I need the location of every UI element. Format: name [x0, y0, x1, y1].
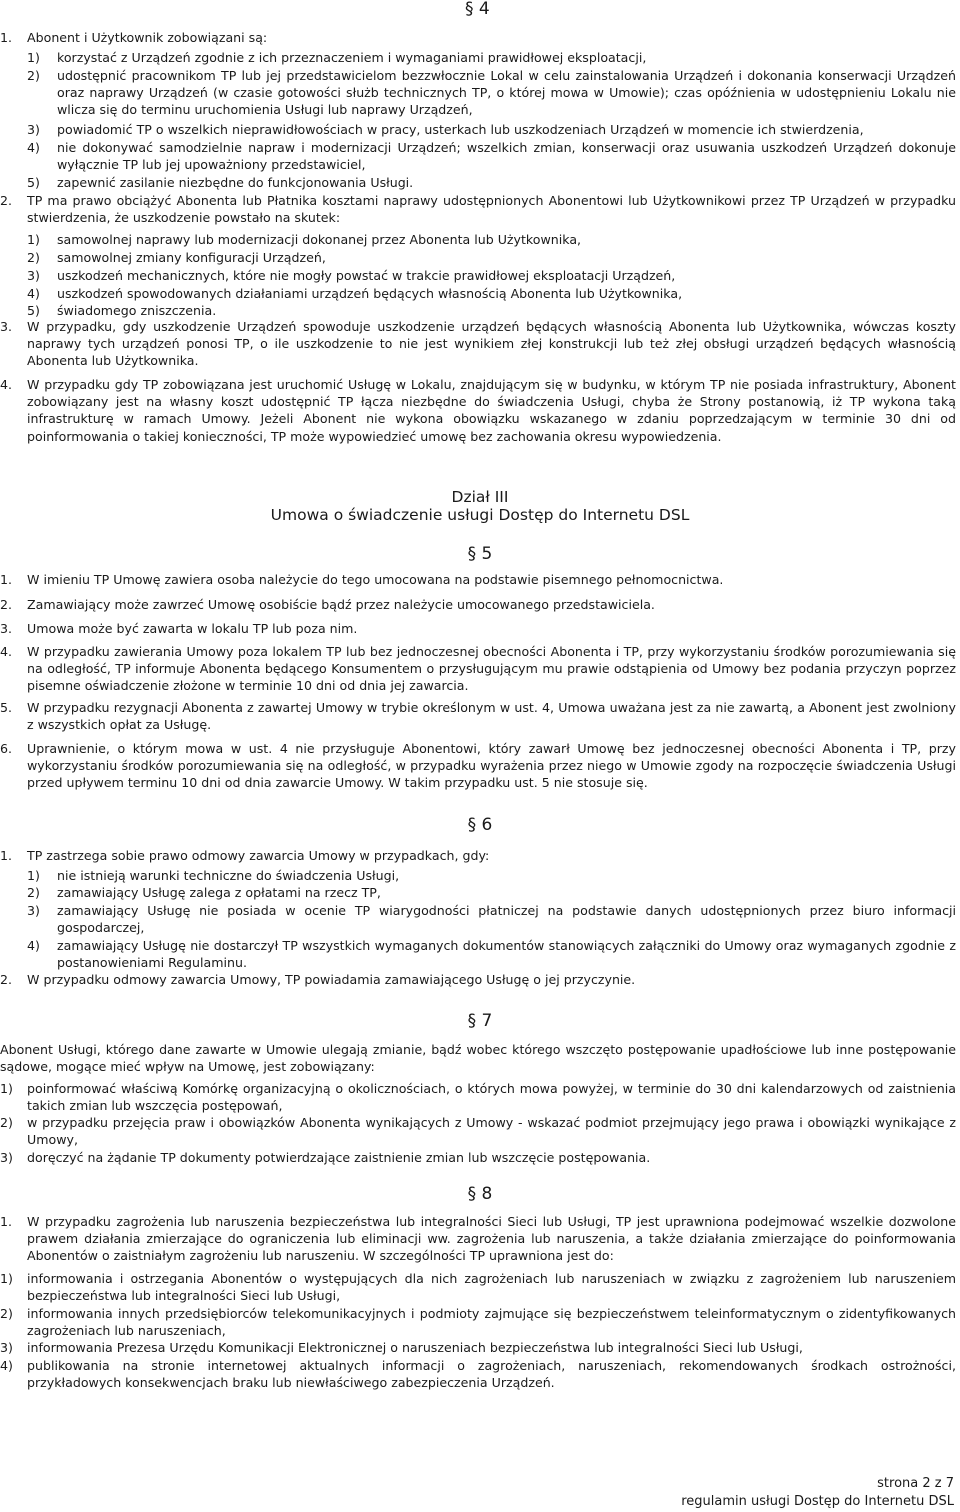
point-text: W przypadku gdy TP zobowiązana jest uruchomić Usługę w Lokalu, znajdującym się w budynku, w którym TP nie posiada infrastruktury, Abonent zobowiązany jest na własny koszt udostępnić TP łącza niezbędne do świadczenia Usługi, chyba że Strony postanowią, iż TP wykona taką infrastrukturę w ramach Umowy. Jeżeli Abonent nie wykona obowiązku wskazanego w zdaniu poprzedzającym w terminie 30 dni od poinformowania o takiej konieczności, TP może wypowiedzieć umowę bez zachowania okresu wypowiedzenia. — [27, 377, 956, 444]
item-text: korzystać z Urządzeń zgodnie z ich przeznaczeniem i wymaganiami prawidłowej eksploatacji, — [57, 50, 647, 65]
point-text: Abonent i Użytkownik zobowiązani są: — [27, 30, 268, 45]
point-number: 4. — [0, 377, 13, 392]
point-text: TP zastrzega sobie prawo odmowy zawarcia Umowy w przypadkach, gdy: — [27, 848, 490, 863]
point-text: W przypadku zagrożenia lub naruszenia bezpieczeństwa lub integralności Sieci lub Usługi, TP jest uprawniona podejmować wszelkie dozwolone prawem działania zmierzające do ograniczenia lub eliminacji ww. zagrożenia lub naruszenia, a także działania zmierzające do poinformowania Abonentów o zaistniałym zagrożeniu lub naruszeniu. W szczególności TP uprawniona jest do: — [27, 1214, 956, 1264]
sec4-point-1 — [0, 29, 956, 47]
item-text: powiadomić TP o wszelkich nieprawidłowościach w pracy, usterkach lub uszkodzeniach Urządzeń w momencie ich stwierdzenia, — [57, 122, 864, 137]
point-number: 5. — [0, 700, 13, 715]
item-text: uszkodzeń mechanicznych, które nie mogły powstać w trakcie prawidłowej eksploatacji Urządzeń, — [57, 268, 676, 283]
point-number: 1. — [0, 1214, 13, 1229]
item-number: 1) — [0, 1081, 13, 1096]
document-name: regulamin usługi Dostęp do Internetu DSL — [681, 1494, 954, 1509]
item-text: w przypadku przejęcia praw i obowiązków Abonenta wynikających z Umowy - wskazać podmiot przejmujący jego prawa i obowiązki wynikające z Umowy, — [27, 1115, 956, 1148]
sec7-intro: Abonent Usługi, którego dane zawarte w Umowie ulegają zmianie, bądź wobec którego wszczęto postępowanie upadłościowe lub inne postępowanie sądowe, mogące mieć wpływ na Umowę, jest zobowiązany: — [0, 1042, 956, 1075]
item-number: 4) — [27, 938, 40, 953]
item-text: zamawiający Usługę nie dostarczył TP wszystkich wymaganych dokumentów stanowiących załączniki do Umowy oraz wymaganych zgodnie z postanowieniami Regulaminu. — [57, 938, 956, 971]
point-number: 1. — [0, 572, 13, 587]
section-7-mark: § 7 — [467, 1011, 493, 1031]
item-number: 3) — [27, 903, 40, 918]
point-text: W przypadku zawierania Umowy poza lokalem TP lub bez jednoczesnej obecności Abonenta i TP, przy wykorzystaniu środków porozumiewania się na odległość, TP informuje Abonenta będącego Konsumentem o przysługującym mu prawie odstąpienia od Umowy bez podania przyczyn poprzez pisemne oświadczenie złożone w terminie 10 dni od dnia jej zawarcia. — [27, 644, 956, 694]
item-number: 3) — [27, 122, 40, 137]
item-number: 2) — [27, 68, 40, 83]
item-number: 1) — [27, 50, 40, 65]
item-number: 2) — [0, 1115, 13, 1130]
page-number: strona 2 z 7 — [877, 1476, 954, 1491]
item-text: samowolnej zmiany konfiguracji Urządzeń, — [57, 250, 326, 265]
item-number: 5) — [27, 303, 40, 318]
item-text: samowolnej naprawy lub modernizacji dokonanej przez Abonenta lub Użytkownika, — [57, 232, 582, 247]
item-number: 3) — [0, 1150, 13, 1165]
point-number: 2. — [0, 193, 13, 208]
item-text: nie dokonywać samodzielnie napraw i modernizacji Urządzeń; wszelkich zmian, konserwacji oraz usuwania uszkodzeń Urządzeń dokonuje wyłącznie TP lub jej upoważniony przedstawiciel, — [57, 140, 956, 173]
point-text: W przypadku odmowy zawarcia Umowy, TP powiadamia zamawiającego Usługę o jej przyczynie. — [27, 972, 636, 987]
point-text: W przypadku, gdy uszkodzenie Urządzeń spowoduje uszkodzenie urządzeń będących własnością Abonenta lub Użytkownika, wówczas koszty naprawy tych urządzeń ponosi TP, o ile uszkodzenie to nie jest wynikiem złej konstrukcji lub też złej obsługi urządzeń będących własnością Abonenta lub Użytkownika. — [27, 319, 956, 369]
point-text: TP ma prawo obciążyć Abonenta lub Płatnika kosztami naprawy udostępnionych Abonentowi lub Użytkownikowi przez TP Urządzeń w przypadku stwierdzenia, że uszkodzenie powstało na skutek: — [27, 193, 956, 226]
item-text: poinformować właściwą Komórkę organizacyjną o okolicznościach, o których mowa powyżej, w terminie do 30 dni kalendarzowych od zaistnienia takich zmian lub wszczęcia postępowań, — [27, 1081, 956, 1114]
point-number: 6. — [0, 741, 13, 756]
item-number: 2) — [27, 885, 40, 900]
section-5-mark: § 5 — [467, 544, 493, 564]
item-text: zapewnić zasilanie niezbędne do funkcjonowania Usługi. — [57, 175, 414, 190]
item-number: 4) — [0, 1358, 13, 1373]
point-text: Uprawnienie, o którym mowa w ust. 4 nie przysługuje Abonentowi, który zawarł Umowę bez jednoczesnej obecności Abonenta i TP, przy wykorzystaniu środków porozumiewania się na odległość, w przypadku wyrażenia przez niego w Umowie zgody na rozpoczęcie świadczenia Usługi przed upływem terminu 10 dni od dnia zawarcie Umowy. W takim przypadku ust. 5 nie stosuje się. — [27, 741, 956, 791]
item-text: informowania innych przedsiębiorców telekomunikacyjnych i podmioty zajmujące się bezpieczeństwem teleinformatycznym o zidentyfikowanych zagrożeniach lub naruszeniach, — [27, 1306, 956, 1339]
point-number: 4. — [0, 644, 13, 659]
item-number: 4) — [27, 140, 40, 155]
point-number: 3. — [0, 319, 13, 334]
item-number: 2) — [0, 1306, 13, 1321]
point-number: 1. — [0, 848, 13, 863]
item-text: uszkodzeń spowodowanych działaniami urządzeń będących własnością Abonenta lub Użytkownika, — [57, 286, 683, 301]
point-number: 2. — [0, 972, 13, 987]
division-title: Dział III — [451, 488, 509, 506]
item-text: informowania Prezesa Urzędu Komunikacji Elektronicznej o naruszeniach bezpieczeństwa lub integralności Sieci lub Usługi, — [27, 1340, 803, 1355]
item-number: 1) — [0, 1271, 13, 1286]
item-number: 4) — [27, 286, 40, 301]
section-6-mark: § 6 — [467, 815, 493, 835]
point-text: Zamawiający może zawrzeć Umowę osobiście bądź przez należycie umocowanego przedstawiciela. — [27, 597, 655, 612]
item-text: doręczyć na żądanie TP dokumenty potwierdzające zaistnienie zmian lub wszczęcie postępowania. — [27, 1150, 651, 1165]
point-number: 3. — [0, 621, 13, 636]
item-number: 5) — [27, 175, 40, 190]
item-number: 2) — [27, 250, 40, 265]
item-number: 1) — [27, 868, 40, 883]
point-text: Umowa może być zawarta w lokalu TP lub poza nim. — [27, 621, 358, 636]
item-number: 1) — [27, 232, 40, 247]
item-text: świadomego zniszczenia. — [57, 303, 217, 318]
section-4-mark: § 4 — [465, 0, 490, 19]
point-number: 1. — [0, 30, 13, 45]
item-number: 3) — [0, 1340, 13, 1355]
item-text: udostępnić pracownikom TP lub jej przedstawicielom bezzwłocznie Lokal w celu zainstalowania Urządzeń i dokonania konserwacji Urządzeń oraz naprawy Urządzeń (w czasie gotowości służb technicznych TP, o której mowa w Umowie); czas opóźnienia w udostępnieniu Lokalu nie wlicza się do terminu uruchomienia Usługi lub naprawy Urządzeń, — [57, 68, 956, 118]
item-text: informowania i ostrzegania Abonentów o występujących dla nich zagrożeniach lub naruszeniach w związku z zagrożeniem lub naruszeniem bezpieczeństwa lub integralności Sieci lub Usługi, — [27, 1271, 956, 1304]
point-text: W imieniu TP Umowę zawiera osoba należycie do tego umocowana na podstawie pisemnego pełnomocnictwa. — [27, 572, 724, 587]
division-subtitle: Umowa o świadczenie usługi Dostęp do Internetu DSL — [270, 506, 690, 524]
item-number: 3) — [27, 268, 40, 283]
item-text: nie istnieją warunki techniczne do świadczenia Usługi, — [57, 868, 400, 883]
section-8-mark: § 8 — [467, 1184, 493, 1204]
item-text: publikowania na stronie internetowej aktualnych informacji o zagrożeniach, naruszeniach, rekomendowanych środkach ostrożności, przykładowych konsekwencjach braku lub niewłaściwego zabezpieczenia Urządzeń. — [27, 1358, 956, 1391]
point-number: 2. — [0, 597, 13, 612]
item-text: zamawiający Usługę zalega z opłatami na rzecz TP, — [57, 885, 381, 900]
item-text: zamawiający Usługę nie posiada w ocenie TP wiarygodności płatniczej na podstawie danych udostępnionych przez biuro informacji gospodarczej, — [57, 903, 956, 936]
point-text: W przypadku rezygnacji Abonenta z zawartej Umowy w trybie określonym w ust. 4, Umowa uważana jest za nie zawartą, a Abonent jest zwolniony z wszystkich opłat za Usługę. — [27, 700, 956, 733]
